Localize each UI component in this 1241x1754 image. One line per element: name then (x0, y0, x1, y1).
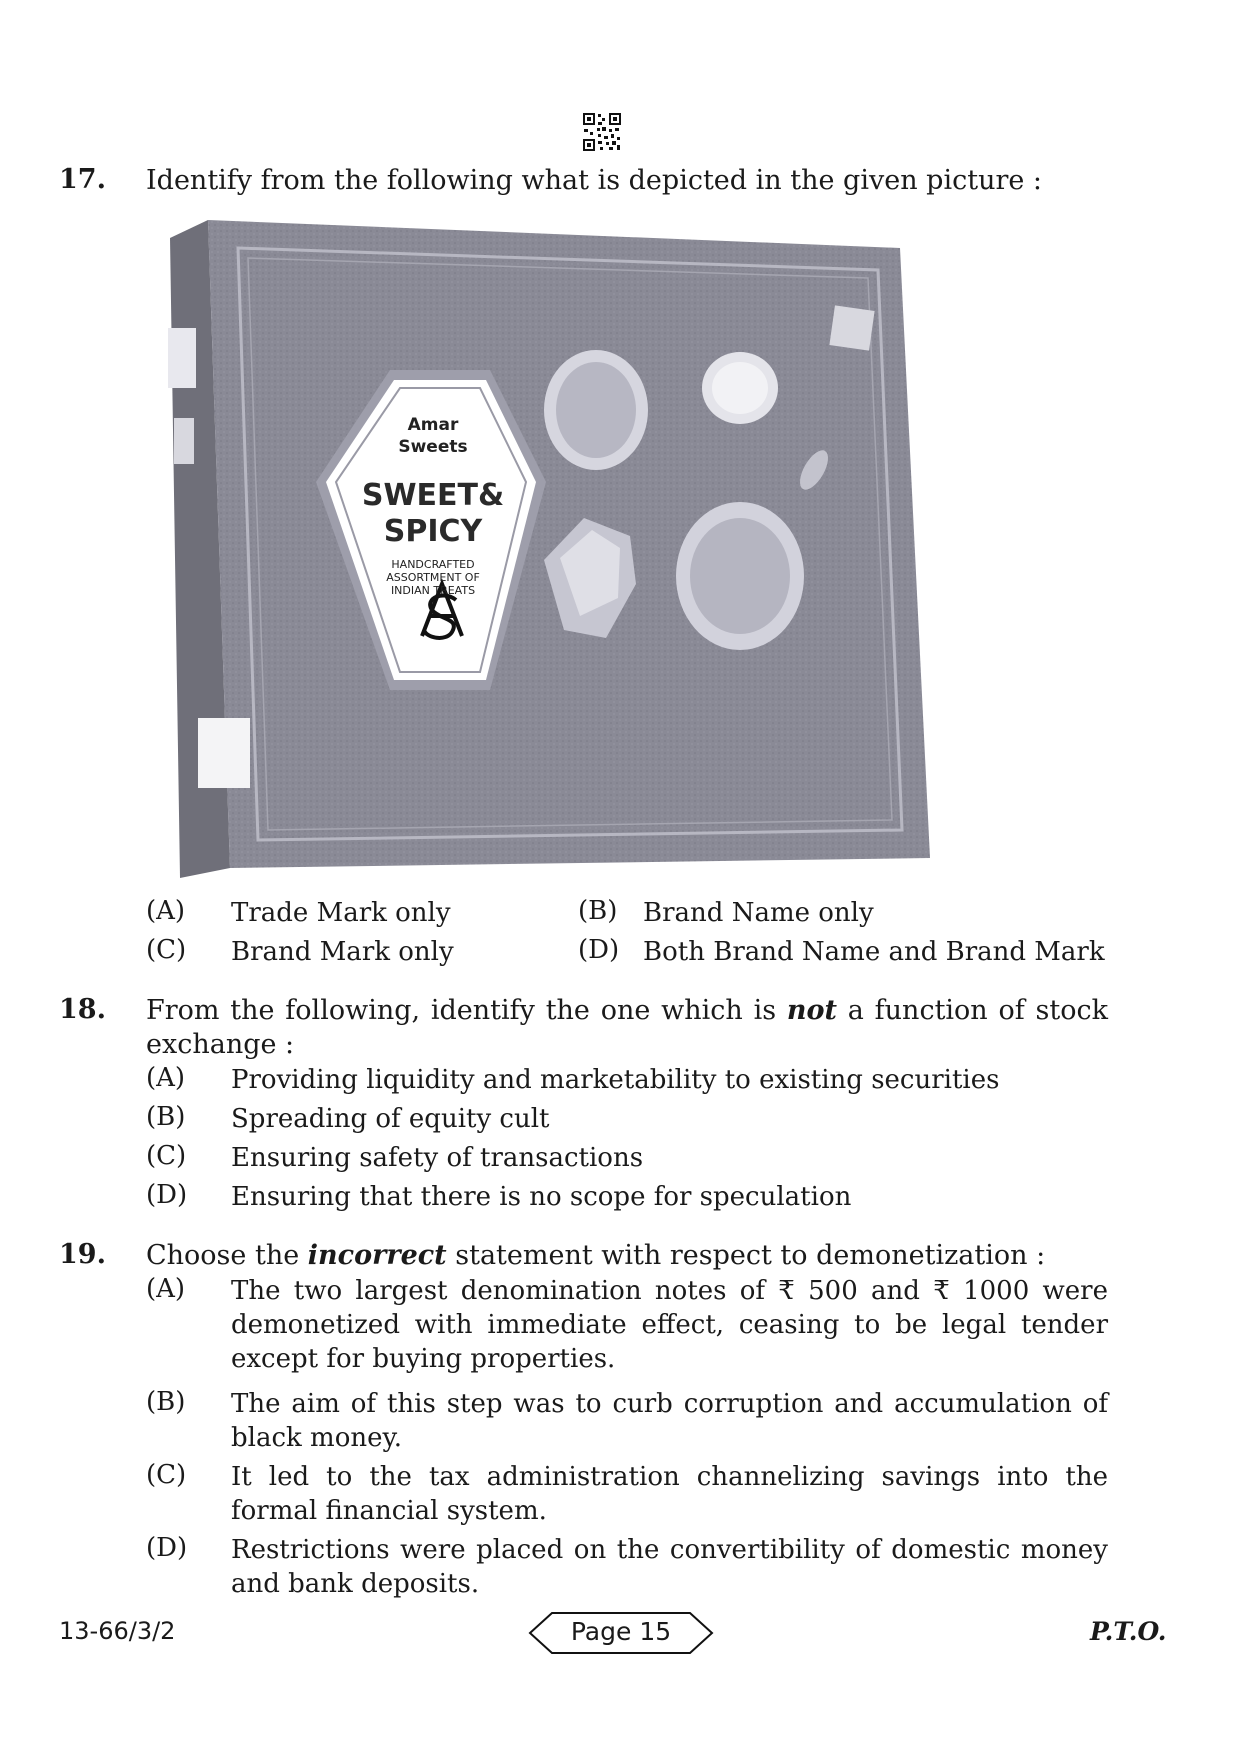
box-title-line1: SWEET& (361, 478, 505, 513)
box-brand-line2: Sweets (398, 437, 468, 457)
question-19-text-part2: statement with respect to demonetization : (446, 1240, 1046, 1271)
q18-option-c-letter: (C) (146, 1141, 187, 1171)
box-sub-line2: ASSORTMENT OF (386, 571, 480, 584)
q19-option-d-text: Restrictions were placed on the convertibility of domestic money and bank deposits. (231, 1535, 1108, 1599)
box-sub-line1: HANDCRAFTED (391, 558, 475, 571)
q18-option-b-text: Spreading of equity cult (231, 1104, 550, 1134)
question-18-emphasis: not (786, 995, 837, 1026)
sweets-box-picture (160, 218, 940, 878)
q19-option-d-letter: (D) (146, 1533, 188, 1563)
question-18-text-part1: From the following, identify the one which is (146, 995, 787, 1026)
question-19-text-part1: Choose the (146, 1240, 308, 1271)
page-number: Page 15 (570, 1617, 672, 1646)
q19-option-a-text: The two largest denomination notes of ₹ 500 and ₹ 1000 were demonetized with immediate effect, ceasing to be legal tender except for buying properties. (231, 1276, 1108, 1374)
q17-option-d-letter: (D) (578, 935, 620, 965)
question-18-number: 18. (59, 994, 106, 1025)
box-sub-line3: INDIAN TREATS (390, 584, 476, 597)
question-18-text-part2: a function of stock exchange : (146, 995, 1108, 1060)
question-19-emphasis: incorrect (307, 1240, 447, 1271)
q19-option-b-letter: (B) (146, 1387, 186, 1417)
q17-option-c-letter: (C) (146, 935, 187, 965)
please-turn-over: P.T.O. (1090, 1617, 1167, 1646)
q17-option-a-text: Trade Mark only (231, 898, 451, 928)
question-19-number: 19. (59, 1239, 106, 1270)
q18-option-a-text: Providing liquidity and marketability to existing securities (231, 1065, 1000, 1095)
q18-option-a-letter: (A) (146, 1063, 186, 1093)
q19-option-c-text: It led to the tax administration channelizing savings into the formal financial system. (231, 1462, 1108, 1526)
q17-option-d-text: Both Brand Name and Brand Mark (643, 937, 1105, 967)
q17-option-b-letter: (B) (578, 896, 618, 926)
question-18-text (146, 994, 1108, 1062)
q18-option-d-letter: (D) (146, 1180, 188, 1210)
q18-option-b-letter: (B) (146, 1102, 186, 1132)
q17-option-a-letter: (A) (146, 896, 186, 926)
question-17-number: 17. (59, 164, 106, 195)
qr-code-icon (582, 112, 622, 152)
q18-option-d-text: Ensuring that there is no scope for speculation (231, 1182, 852, 1212)
q19-option-b-text: The aim of this step was to curb corruption and accumulation of black money. (231, 1389, 1108, 1453)
q17-option-b-text: Brand Name only (643, 898, 874, 928)
q19-option-a-letter: (A) (146, 1274, 186, 1304)
q17-option-c-text: Brand Mark only (231, 937, 454, 967)
box-title-line2: SPICY (383, 514, 483, 549)
q19-option-c-letter: (C) (146, 1460, 187, 1490)
question-17-text: Identify from the following what is depicted in the given picture : (146, 165, 1043, 196)
paper-code: 13-66/3/2 (59, 1617, 176, 1645)
q18-option-c-text: Ensuring safety of transactions (231, 1143, 644, 1173)
box-brand-line1: Amar (407, 415, 459, 435)
question-19-text (146, 1239, 1108, 1273)
